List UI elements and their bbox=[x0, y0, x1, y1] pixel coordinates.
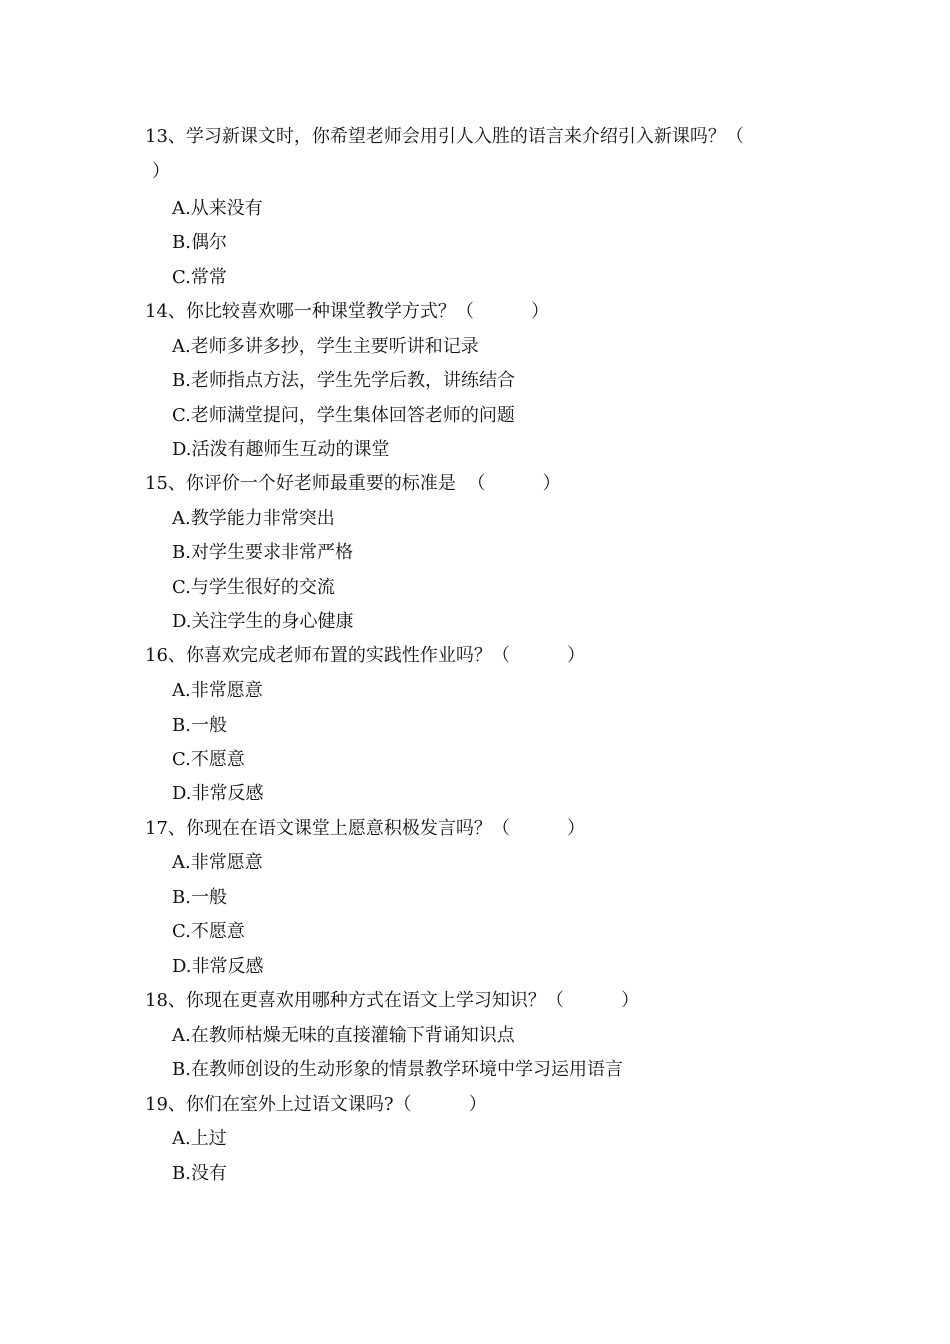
question-17-stem: 17、你现在在语文课堂上愿意积极发言吗？（ ） bbox=[145, 818, 586, 839]
question-14-option-c: C.老师满堂提问，学生集体回答老师的问题 bbox=[172, 405, 515, 426]
question-13-stem-line1: 13、学习新课文时，你希望老师会用引人入胜的语言来介绍引入新课吗？（ bbox=[145, 126, 744, 147]
question-14-option-a: A.老师多讲多抄，学生主要听讲和记录 bbox=[172, 336, 479, 357]
question-14-stem: 14、你比较喜欢哪一种课堂教学方式？（ ） bbox=[145, 301, 550, 322]
question-13-option-c: C.常常 bbox=[172, 267, 227, 288]
question-13-option-a: A.从来没有 bbox=[172, 198, 263, 219]
question-16-option-d: D.非常反感 bbox=[172, 783, 264, 804]
question-16-option-a: A.非常愿意 bbox=[172, 680, 263, 701]
question-16-option-b: B.一般 bbox=[172, 715, 227, 736]
question-19-option-b: B.没有 bbox=[172, 1163, 227, 1184]
question-15-option-a: A.教学能力非常突出 bbox=[172, 508, 335, 529]
question-18-option-b: B.在教师创设的生动形象的情景教学环境中学习运用语言 bbox=[172, 1059, 623, 1080]
question-16-option-c: C.不愿意 bbox=[172, 749, 245, 770]
question-14-option-b: B.老师指点方法，学生先学后教，讲练结合 bbox=[172, 370, 515, 391]
question-19-option-a: A.上过 bbox=[172, 1128, 227, 1149]
question-18-stem: 18、你现在更喜欢用哪种方式在语文上学习知识？（ ） bbox=[145, 990, 640, 1011]
question-17-option-a: A.非常愿意 bbox=[172, 852, 263, 873]
question-14-option-d: D.活泼有趣师生互动的课堂 bbox=[172, 439, 390, 460]
question-13-option-b: B.偶尔 bbox=[172, 232, 227, 253]
question-17-option-c: C.不愿意 bbox=[172, 921, 245, 942]
question-17-option-d: D.非常反感 bbox=[172, 956, 264, 977]
question-19-stem: 19、你们在室外上过语文课吗?（ ） bbox=[145, 1094, 487, 1115]
question-15-option-c: C.与学生很好的交流 bbox=[172, 577, 335, 598]
question-18-option-a: A.在教师枯燥无味的直接灌输下背诵知识点 bbox=[172, 1025, 515, 1046]
question-15-stem: 15、你评价一个好老师最重要的标准是 （ ） bbox=[145, 473, 561, 494]
question-15-option-d: D.关注学生的身心健康 bbox=[172, 611, 354, 632]
question-16-stem: 16、你喜欢完成老师布置的实践性作业吗？（ ） bbox=[145, 645, 586, 666]
question-13-stem-line2: ） bbox=[152, 161, 170, 182]
question-17-option-b: B.一般 bbox=[172, 887, 227, 908]
question-15-option-b: B.对学生要求非常严格 bbox=[172, 542, 353, 563]
